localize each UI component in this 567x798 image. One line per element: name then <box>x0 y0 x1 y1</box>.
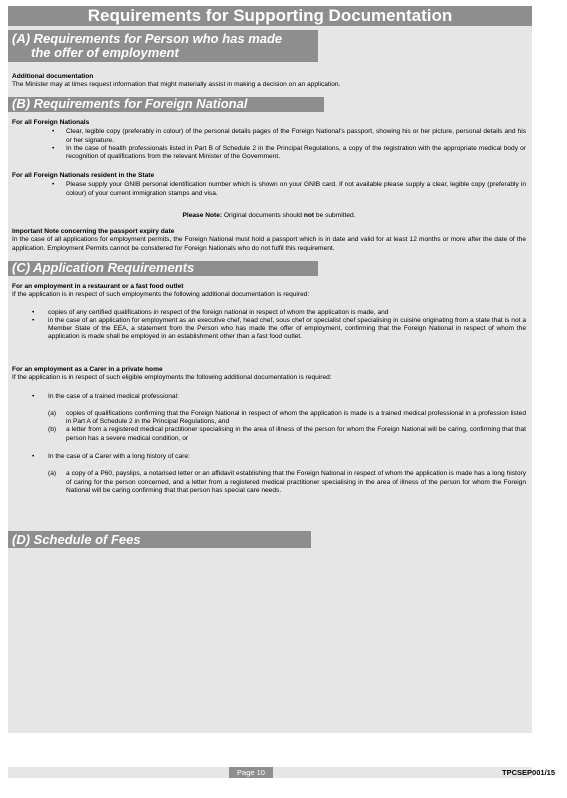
sub-item-label: (a) <box>48 470 57 478</box>
sub-item-text: a letter from a registered medical practitioner specialising in the area of illness of the person for whom the Foreign National will be caring, confirming that that person has a severe medical condition, or <box>66 426 526 442</box>
list-item-text: In the case of health professionals listed in Part B of Schedule 2 in the Principal Regulations, a copy of the registration with the appropriate medical body or recognition of qualifications from the relevant Minister of the Government. <box>66 144 526 161</box>
sub-item <box>12 470 526 495</box>
section-d-heading: (D) Schedule of Fees <box>8 531 311 548</box>
bullet-icon: • <box>32 308 35 316</box>
list-item-text: Clear, legible copy (preferably in colour) of the personal details pages of the Foreign National's passport, showing his or her picture, personal details and his or her signature. <box>66 128 526 144</box>
bullet-icon: • <box>52 144 55 152</box>
section-b-body <box>12 119 526 161</box>
bullet-icon: • <box>52 181 55 189</box>
form-code: TPCSEP001/15 <box>502 768 555 777</box>
list-item-text: in the case of an application for employment as an executive chef, head chef, sous chef or specialist chef specialising in cuisine originating from a state that is not a Member State of the EEA, a statement from the Person who has made the offer of employment, confirming that the Foreign National in respect of whom the application is made shall be employed in an establishment other than a fast food outlet. <box>48 316 526 341</box>
list-item-text: copies of any certified qualifications in respect of the foreign national in respect of whom the application is made, and <box>48 308 389 316</box>
sub-item-label: (b) <box>48 426 57 434</box>
list-item-text: In the case of a Carer with a long history of care: <box>48 453 190 461</box>
list-item <box>12 128 526 145</box>
note-text-b: be submitted. <box>314 212 356 219</box>
page-title: Requirements for Supporting Documentation <box>8 6 532 26</box>
section-a-heading-line2: the offer of employment <box>31 45 179 60</box>
sub-item <box>12 410 526 427</box>
passport-text: In the case of all applications for employment permits, the Foreign National must hold a passport which is in date and valid for at least 12 months or more after the date of the application. Employment Permits cannot be considered for Foreign Nationals who do not fulfil this requirement. <box>12 236 526 252</box>
list-item <box>12 317 526 342</box>
section-b-subheading-1: For all Foreign Nationals <box>12 119 90 126</box>
list-item <box>12 181 526 198</box>
list-item <box>12 393 526 401</box>
bullet-icon: • <box>32 316 35 324</box>
note-label: Please Note: <box>182 212 223 219</box>
sub-item-text: a copy of a P60, payslips, a notarised letter or an affidavit establishing that the Foreign National in respect of whom the application is made has a long history of caring for the person concerned, and a letter from a registered medical practitioner specialising in the area of illness of the person for whom the Foreign National will be caring confirming that that person has special care needs. <box>66 470 526 494</box>
section-c-restaurant <box>12 283 526 342</box>
note-not: not <box>303 212 315 219</box>
section-a-text: The Minister may at times request information that might materially assist in making a decision on an application. <box>12 81 341 89</box>
bullet-icon: • <box>32 392 35 400</box>
section-c-heading: (C) Application Requirements <box>8 261 318 276</box>
section-a-heading-line1: (A) Requirements for Person who has made <box>12 31 283 46</box>
section-b-subheading-3: Important Note concerning the passport expiry date <box>12 228 175 235</box>
sub-item-text: copies of qualifications confirming that the Foreign National in respect of whom the application is made is a trained medical professional in a profession listed in Part A of Schedule 2 in the Principal Regulations, and <box>66 409 526 426</box>
section-a-heading <box>8 30 318 62</box>
section-c-intro-2: If the application is in respect of such eligible employments the following additional documentation is required: <box>12 374 332 382</box>
page-number: Page 10 <box>229 767 273 778</box>
section-c-intro-1: If the application is in respect of such employments the following additional documentation is required: <box>12 291 310 299</box>
list-item-text: Please supply your GNIB personal identification number which is shown on your GNIB card. If not available please supply a clear, legible copy (preferably in colour) of your current immigration stamps and visa. <box>66 181 526 197</box>
section-c-carer <box>12 366 526 495</box>
list-item <box>12 309 526 317</box>
section-b-heading: (B) Requirements for Foreign National <box>8 97 324 112</box>
bullet-icon: • <box>32 453 35 461</box>
section-c-subheading-1: For an employment in a restaurant or a fast food outlet <box>12 283 184 290</box>
section-a-body <box>12 73 526 90</box>
list-item <box>12 145 526 162</box>
list-item-text: In the case of a trained medical professional: <box>48 392 179 400</box>
section-a-subheading: Additional documentation <box>12 73 94 80</box>
section-c-subheading-2: For an employment as a Carer in a private home <box>12 366 163 373</box>
section-b-passport <box>12 228 526 253</box>
list-item <box>12 453 526 461</box>
bullet-icon: • <box>52 128 55 136</box>
note-text-a: Original documents should <box>222 212 304 219</box>
sub-item <box>12 426 526 443</box>
section-b-resident <box>12 172 526 198</box>
sub-item-label: (a) <box>48 409 57 417</box>
section-b-subheading-2: For all Foreign Nationals resident in the State <box>12 172 155 179</box>
section-b-note <box>12 212 526 220</box>
